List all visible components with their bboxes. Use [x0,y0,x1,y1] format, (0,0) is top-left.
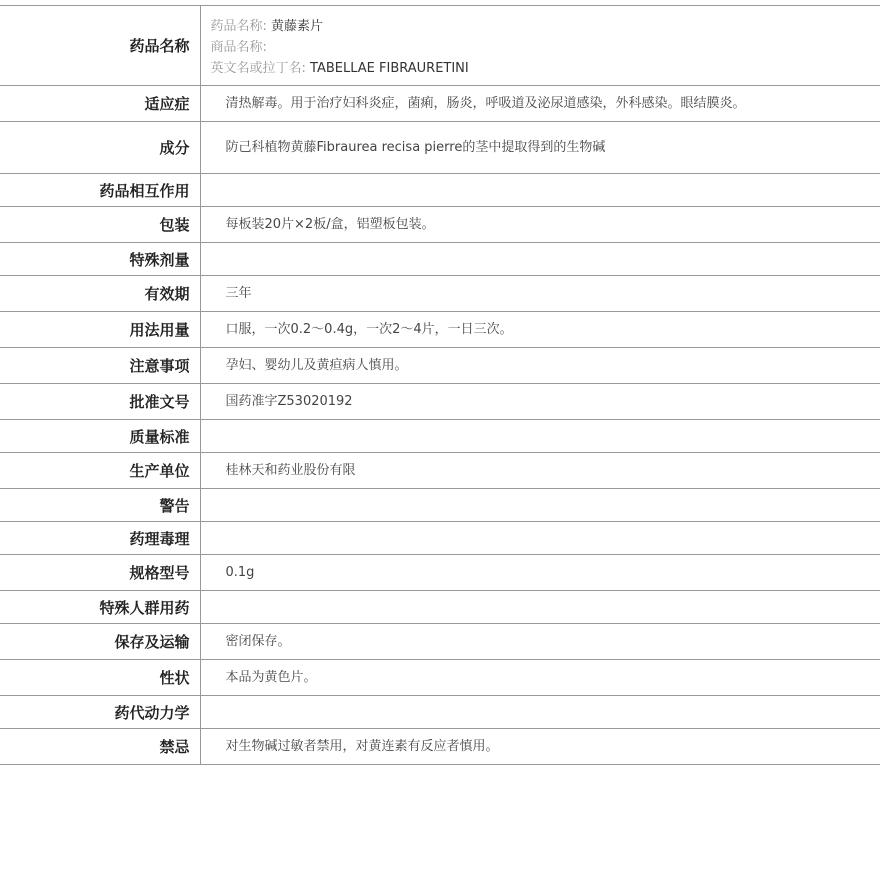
row-shelf-life [0,276,880,312]
row-label: 药品相互作用 [0,174,200,207]
row-label: 药代动力学 [0,696,200,729]
row-label: 适应症 [0,86,200,122]
row-label: 成分 [0,122,200,174]
row-value: 国药准字Z53020192 [225,394,353,409]
row-label: 保存及运输 [0,624,200,660]
row-value: 孕妇、婴幼儿及黄疸病人慎用。 [225,358,408,373]
row-value [200,591,880,624]
row-value [200,696,880,729]
row-pharmacokinetics [0,696,880,729]
generic-name-line [211,16,873,37]
row-label: 特殊人群用药 [0,591,200,624]
row-label: 性状 [0,660,200,696]
drug-info-table [0,5,880,765]
trade-name-line [211,37,873,58]
row-appearance [0,660,880,696]
row-value-cell [200,122,880,174]
row-value [200,420,880,453]
row-label: 禁忌 [0,729,200,765]
generic-name-value: 黄藤素片 [271,19,324,34]
row-manufacturer [0,453,880,489]
row-precautions [0,348,880,384]
row-quality-standard [0,420,880,453]
row-value: 清热解毒。用于治疗妇科炎症，菌痢，肠炎，呼吸道及泌尿道感染，外科感染。眼结膜炎。 [225,96,746,111]
row-warning [0,489,880,522]
trade-name-key: 商品名称: [210,40,267,55]
row-value [200,522,880,555]
row-value: 0.1g [225,565,255,580]
row-label: 规格型号 [0,555,200,591]
row-contraindications [0,729,880,765]
row-value: 每板装20片×2板/盒，铝塑板包装。 [225,217,435,232]
row-label: 批准文号 [0,384,200,420]
row-value [200,489,880,522]
row-approval-number [0,384,880,420]
row-label: 注意事项 [0,348,200,384]
row-value: 密闭保存。 [225,634,291,649]
row-interactions [0,174,880,207]
drug-name-block [200,6,880,86]
row-value [200,174,880,207]
row-label: 特殊剂量 [0,243,200,276]
latin-name-key: 英文名或拉丁名: [210,61,306,76]
row-value: 口服，一次0.2～0.4g，一次2～4片，一日三次。 [225,322,513,337]
row-value: 对生物碱过敏者禁用，对黄连素有反应者慎用。 [225,739,499,754]
latin-name-line [211,58,873,79]
latin-name-value: TABELLAE FIBRAURETINI [310,61,469,76]
row-value [200,243,880,276]
row-label: 警告 [0,489,200,522]
row-drug-name [0,6,880,86]
row-specification [0,555,880,591]
row-special-populations [0,591,880,624]
row-packaging [0,207,880,243]
row-ingredients [0,122,880,174]
row-usage-dosage [0,312,880,348]
row-value: 防己科植物黄藤Fibraurea recisa pierre的茎中提取得到的生物碱 [225,140,606,155]
row-label: 有效期 [0,276,200,312]
row-special-dosage [0,243,880,276]
row-pharmacology [0,522,880,555]
generic-name-key: 药品名称: [210,19,267,34]
row-label: 药品名称 [0,6,200,86]
row-value: 桂林天和药业股份有限 [225,463,356,478]
row-label: 包装 [0,207,200,243]
row-value: 三年 [225,286,252,301]
row-label: 质量标准 [0,420,200,453]
row-label: 药理毒理 [0,522,200,555]
row-label: 生产单位 [0,453,200,489]
row-label: 用法用量 [0,312,200,348]
row-indications [0,86,880,122]
row-storage [0,624,880,660]
row-value: 本品为黄色片。 [225,670,317,685]
